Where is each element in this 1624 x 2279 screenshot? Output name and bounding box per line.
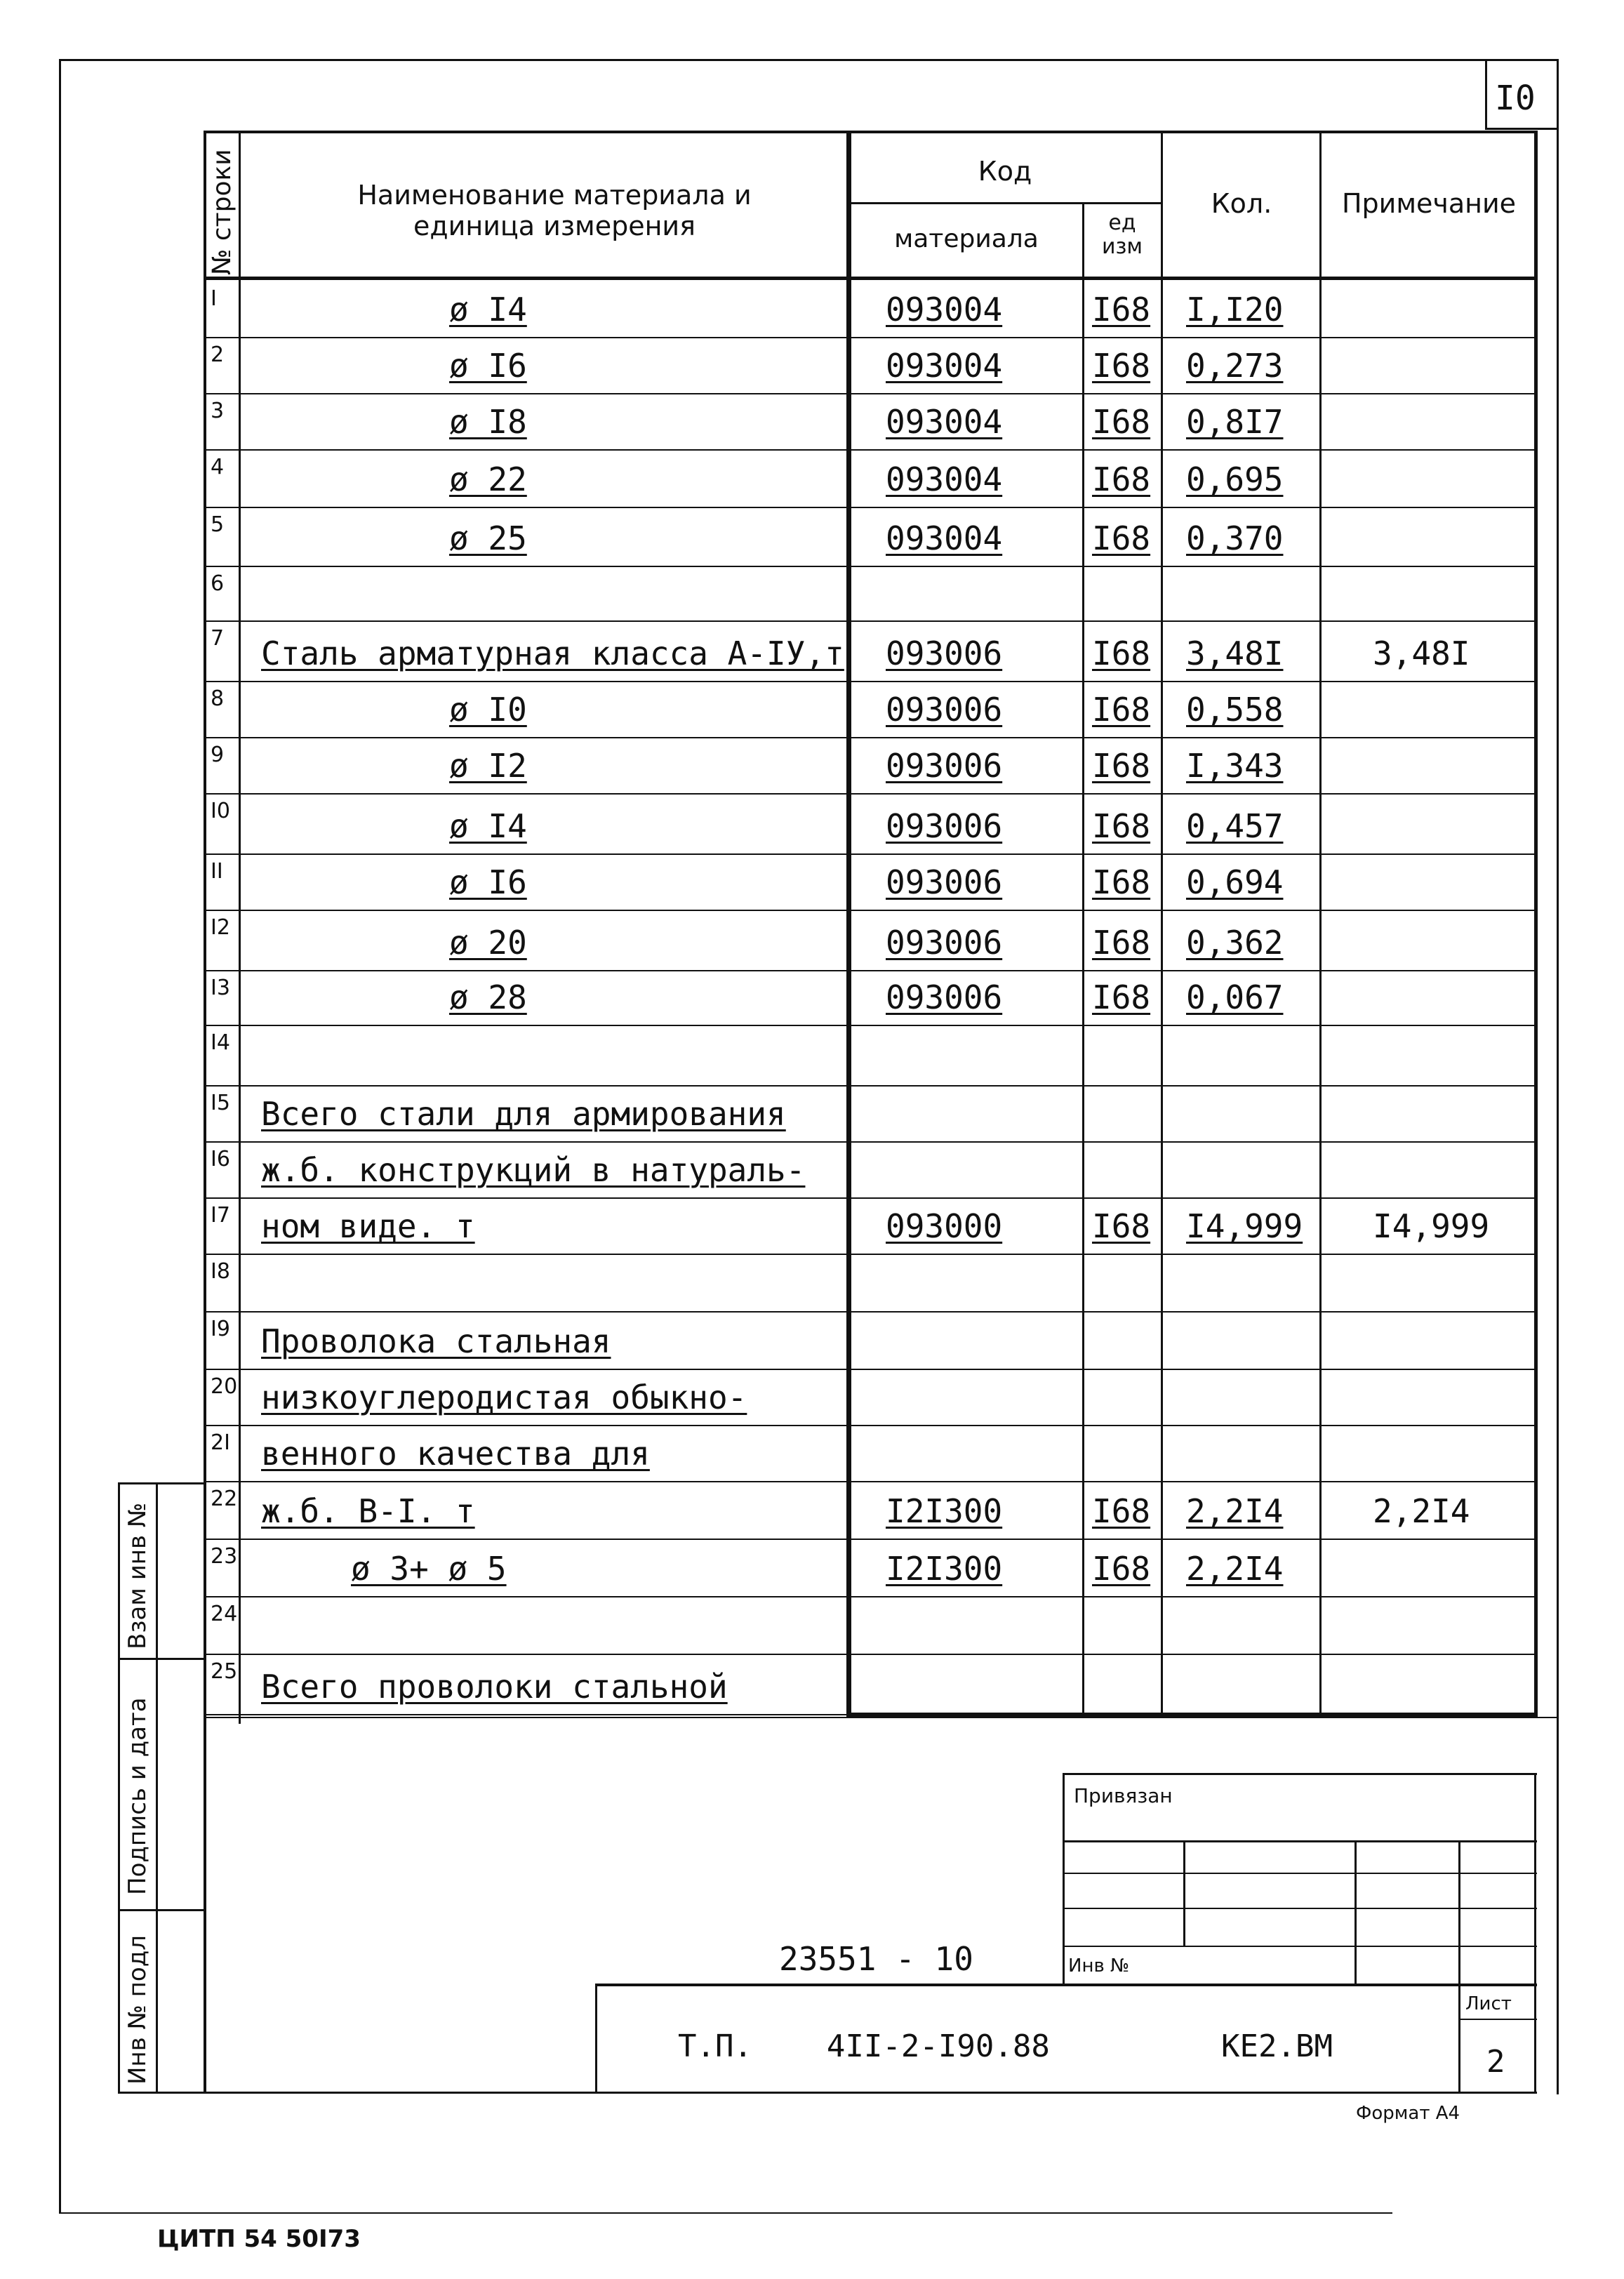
- stamp-inv-no: Инв №: [1068, 1955, 1130, 1976]
- code-col-line: [846, 131, 851, 1718]
- row-code: 093004: [886, 347, 1003, 385]
- row-name: ø I4: [449, 807, 527, 845]
- row-code: 093000: [886, 1207, 1003, 1245]
- row-separator: [204, 910, 1537, 911]
- row-name: ø I8: [449, 403, 527, 441]
- row-number: 5: [211, 512, 225, 537]
- row-unit: I68: [1092, 347, 1151, 385]
- row-separator: [204, 1141, 1537, 1143]
- titleblock-bottom: [204, 2092, 1537, 2094]
- table-right: [1534, 131, 1538, 1717]
- row-number: I2: [211, 915, 230, 940]
- printer-mark: ЦИТП 54 50I73: [157, 2225, 361, 2253]
- row-separator: [204, 1481, 1537, 1482]
- row-number: I7: [211, 1203, 230, 1228]
- stamp-privyazan: Привязан: [1074, 1784, 1173, 1807]
- row-number: 6: [211, 571, 225, 596]
- row-name: Проволока стальная: [261, 1322, 611, 1360]
- row-separator: [204, 566, 1537, 567]
- row-qty: 0,370: [1186, 519, 1284, 557]
- titleblock-top: [595, 1984, 1537, 1986]
- side-strip-mid: [156, 1482, 158, 2093]
- row-separator: [204, 449, 1537, 451]
- row-name: ж.б. конструкций в натураль-: [261, 1151, 806, 1189]
- row-name: ø I6: [449, 347, 527, 385]
- row-qty: 0,067: [1186, 978, 1284, 1016]
- list-box-mid: [1458, 2019, 1537, 2020]
- row-code: 093006: [886, 634, 1003, 672]
- row-note: I4,999: [1373, 1207, 1490, 1245]
- privyazan-box-left: [1063, 1773, 1065, 1985]
- row-qty: 0,558: [1186, 691, 1284, 729]
- header-note: Примечание: [1341, 188, 1517, 219]
- row-number: 4: [211, 455, 225, 479]
- row-unit: I68: [1092, 807, 1151, 845]
- row-unit: I68: [1092, 519, 1151, 557]
- table-bottom-thin: [204, 1717, 1558, 1718]
- side-strip-bottom: [118, 2092, 205, 2094]
- row-number: I6: [211, 1147, 230, 1171]
- label-inv-podl: Инв № подл: [124, 1935, 152, 2085]
- stamp-doc-code: Т.П. 4II-2-I90.88: [678, 2028, 1050, 2064]
- row-unit: I68: [1092, 863, 1151, 901]
- row-unit: I68: [1092, 634, 1151, 672]
- row-name: ø 25: [449, 519, 527, 557]
- row-qty: 0,362: [1186, 924, 1284, 962]
- note-col-line: [1319, 131, 1322, 1713]
- row-number: I: [211, 286, 217, 311]
- row-name: венного качества для: [261, 1435, 650, 1473]
- row-unit: I68: [1092, 1550, 1151, 1588]
- header-bottom: [204, 277, 1537, 280]
- row-name: ж.б. В-I. т: [261, 1492, 475, 1530]
- privyazan-box-right: [1534, 1773, 1536, 2093]
- side-strip-top: [118, 1482, 205, 1484]
- row-unit: I68: [1092, 460, 1151, 498]
- row-separator: [204, 1369, 1537, 1370]
- row-qty: 0,694: [1186, 863, 1284, 901]
- row-separator: [204, 507, 1537, 508]
- header-material: материала: [894, 225, 1039, 253]
- stamp-row2: [1063, 1873, 1537, 1874]
- row-unit: I68: [1092, 691, 1151, 729]
- format-label: Формат А4: [1356, 2103, 1460, 2124]
- stamp-list-number: 2: [1486, 2044, 1505, 2080]
- sheet-number: I0: [1495, 79, 1536, 118]
- stamp-row4: [1063, 1946, 1537, 1947]
- row-separator: [204, 1197, 1537, 1199]
- row-code: I2I300: [886, 1550, 1003, 1588]
- row-qty: I,I20: [1186, 291, 1284, 328]
- row-number: I8: [211, 1259, 230, 1284]
- row-number: 9: [211, 743, 225, 767]
- code-sub-line: [846, 202, 1162, 204]
- row-name: ø I0: [449, 691, 527, 729]
- row-name: Всего стали для армирования: [261, 1095, 786, 1133]
- row-separator: [204, 1654, 1537, 1655]
- row-name: ø I6: [449, 863, 527, 901]
- row-code: 093006: [886, 863, 1003, 901]
- row-qty: I,343: [1186, 747, 1284, 785]
- side-strip-div1: [118, 1658, 205, 1660]
- row-qty: 3,48I: [1186, 634, 1284, 672]
- row-unit: I68: [1092, 291, 1151, 328]
- row-separator: [204, 737, 1537, 738]
- label-podpis-data: Подпись и дата: [124, 1697, 152, 1895]
- row-separator: [204, 1425, 1537, 1426]
- row-separator: [204, 1714, 1537, 1715]
- row-code: I2I300: [886, 1492, 1003, 1530]
- row-number: I5: [211, 1091, 230, 1115]
- row-unit: I68: [1092, 1492, 1151, 1530]
- row-number: 22: [211, 1487, 238, 1511]
- header-code: Код: [978, 156, 1032, 187]
- row-qty: I4,999: [1186, 1207, 1303, 1245]
- row-name: Всего проволоки стальной: [261, 1668, 728, 1706]
- titleblock-left: [595, 1984, 597, 2093]
- unit-col-line: [1082, 204, 1084, 1713]
- row-separator: [204, 681, 1537, 682]
- row-number: 25: [211, 1659, 238, 1684]
- row-code: 093004: [886, 291, 1003, 328]
- qty-col-line: [1161, 131, 1163, 1713]
- row-code: 093006: [886, 747, 1003, 785]
- row-qty: 0,695: [1186, 460, 1284, 498]
- row-separator: [204, 1085, 1537, 1087]
- row-name: Сталь арматурная класса А-IУ,т: [261, 634, 844, 672]
- row-qty: 0,273: [1186, 347, 1284, 385]
- row-number: 20: [211, 1374, 238, 1399]
- row-separator: [204, 970, 1537, 971]
- header-unit-1: ед: [1108, 211, 1136, 235]
- row-name: ø I2: [449, 747, 527, 785]
- row-number: 2I: [211, 1430, 230, 1455]
- stamp-row3: [1063, 1908, 1537, 1909]
- row-code: 093004: [886, 460, 1003, 498]
- table-left: [204, 131, 206, 2093]
- row-name: ø 22: [449, 460, 527, 498]
- row-qty: 2,2I4: [1186, 1492, 1284, 1530]
- row-name: низкоуглеродистая обыкно-: [261, 1378, 747, 1416]
- row-code: 093006: [886, 978, 1003, 1016]
- table-top: [204, 131, 1537, 133]
- row-separator: [204, 1025, 1537, 1026]
- header-name-line2: единица измерения: [413, 211, 695, 241]
- privyazan-box-top: [1063, 1773, 1537, 1775]
- stamp-list-label: Лист: [1465, 1993, 1512, 2014]
- row-number: I3: [211, 976, 230, 1000]
- sheet-box-left: [1485, 59, 1487, 129]
- row-code: 093004: [886, 519, 1003, 557]
- row-separator: [204, 1539, 1537, 1540]
- row-separator: [204, 1596, 1537, 1597]
- sheet-box-bottom: [1485, 128, 1558, 130]
- header-qty: Кол.: [1211, 188, 1272, 219]
- row-qty: 0,457: [1186, 807, 1284, 845]
- row-separator: [204, 793, 1537, 795]
- row-note: 3,48I: [1373, 634, 1470, 672]
- row-code: 093006: [886, 807, 1003, 845]
- row-qty: 2,2I4: [1186, 1550, 1284, 1588]
- row-separator: [204, 1311, 1537, 1313]
- row-number: I4: [211, 1030, 230, 1055]
- row-number: I0: [211, 799, 230, 823]
- row-separator: [204, 1254, 1537, 1255]
- row-number: 24: [211, 1602, 238, 1626]
- row-name: ø 28: [449, 978, 527, 1016]
- stamp-row1: [1063, 1840, 1537, 1842]
- row-separator: [204, 620, 1537, 622]
- frame-bottom: [59, 2212, 1392, 2214]
- row-unit: I68: [1092, 924, 1151, 962]
- row-separator: [204, 337, 1537, 338]
- row-separator: [204, 853, 1537, 855]
- row-code: 093006: [886, 691, 1003, 729]
- frame-right: [1557, 59, 1559, 2094]
- row-number: 3: [211, 399, 225, 423]
- row-number: 23: [211, 1544, 238, 1569]
- stamp-mark: КЕ2.ВМ: [1221, 2028, 1333, 2064]
- row-code: 093006: [886, 924, 1003, 962]
- row-name: ø 3+ ø 5: [351, 1550, 507, 1588]
- side-strip-left: [118, 1482, 120, 2093]
- row-code: 093004: [886, 403, 1003, 441]
- row-unit: I68: [1092, 747, 1151, 785]
- row-note: 2,2I4: [1373, 1492, 1470, 1530]
- row-qty: 0,8I7: [1186, 403, 1284, 441]
- row-number: 2: [211, 343, 225, 367]
- stamp-col1: [1183, 1840, 1185, 1946]
- row-separator: [204, 393, 1537, 394]
- name-col-line: [239, 131, 241, 1724]
- row-name: ø I4: [449, 291, 527, 328]
- row-number: II: [211, 859, 223, 884]
- row-unit: I68: [1092, 1207, 1151, 1245]
- row-number: 8: [211, 686, 225, 711]
- row-number: 7: [211, 626, 225, 651]
- row-number: I9: [211, 1317, 230, 1341]
- side-strip-div2: [118, 1909, 205, 1911]
- header-unit-2: изм: [1101, 234, 1143, 259]
- frame-top: [59, 59, 1558, 61]
- row-name: ном виде. т: [261, 1207, 475, 1245]
- header-name-line1: Наименование материала и: [357, 180, 752, 211]
- stamp-col3: [1458, 1840, 1460, 2093]
- frame-left: [59, 59, 61, 2214]
- row-unit: I68: [1092, 978, 1151, 1016]
- row-name: ø 20: [449, 924, 527, 962]
- header-row-no: № строки: [208, 149, 237, 275]
- label-vzam-inv: Взам инв №: [124, 1502, 152, 1649]
- stamp-handwritten-number: 23551 - 10: [779, 1940, 973, 1978]
- row-unit: I68: [1092, 403, 1151, 441]
- stamp-col2: [1355, 1840, 1357, 1984]
